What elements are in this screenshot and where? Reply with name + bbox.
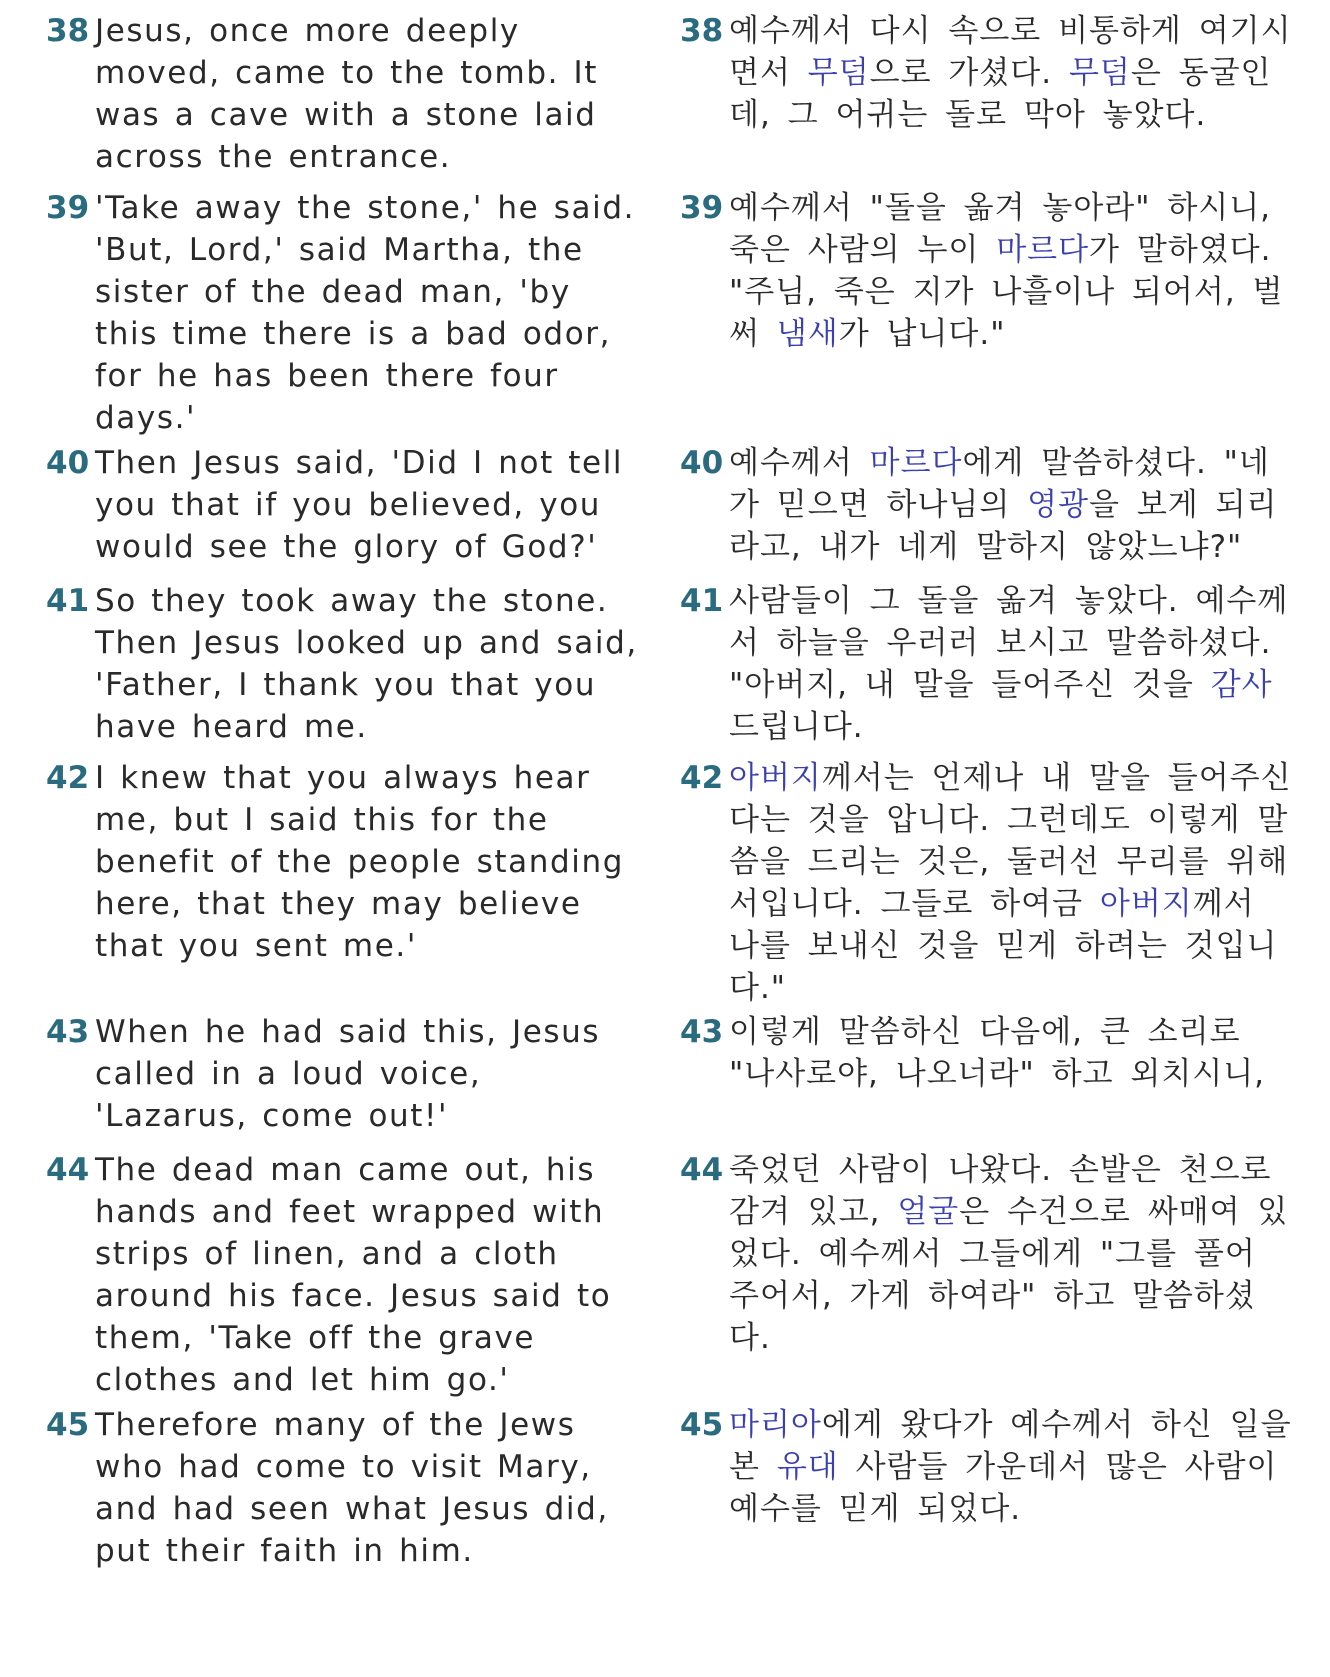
text-segment: 사람들이 그 돌을 옮겨 놓았다. 예수께 bbox=[729, 583, 1289, 619]
verse-text-line: this time there is a bad odor, bbox=[95, 316, 612, 352]
verse-text-line: would see the glory of God?' bbox=[95, 529, 598, 565]
verse-number: 40 bbox=[46, 445, 90, 481]
verse-text-line: that you sent me.' bbox=[95, 928, 417, 964]
verse-text-line bbox=[680, 229, 1272, 271]
korean-verse-42 bbox=[680, 757, 1292, 1009]
verse-text-line: was a cave with a stone laid bbox=[95, 97, 597, 133]
verse-number: 44 bbox=[680, 1152, 724, 1188]
verse-text-line bbox=[680, 526, 1260, 568]
verse-number: 43 bbox=[680, 1014, 724, 1050]
highlighted-word: 무덤 bbox=[1068, 55, 1131, 91]
verse-text-line bbox=[680, 1404, 1292, 1446]
verse-text-line bbox=[680, 1149, 1272, 1191]
text-segment: 죽은 사람의 누이 bbox=[729, 232, 997, 268]
text-segment: 다." bbox=[729, 970, 787, 1006]
verse-text-line bbox=[680, 1053, 1266, 1095]
text-segment: 나를 보내신 것을 믿게 하려는 것입니 bbox=[729, 928, 1278, 964]
verse-text-line: hands and feet wrapped with bbox=[95, 1194, 605, 1230]
english-verse-41 bbox=[46, 580, 646, 748]
verse-text-line: you that if you believed, you bbox=[95, 487, 602, 523]
text-segment: 은 동굴인 bbox=[1130, 55, 1272, 91]
verse-text-line bbox=[680, 484, 1278, 526]
verse-text-line: me, but I said this for the bbox=[95, 802, 549, 838]
korean-verse-40 bbox=[680, 442, 1278, 568]
text-segment: 죽었던 사람이 나왔다. 손발은 천으로 bbox=[729, 1152, 1272, 1188]
english-verse-39 bbox=[46, 187, 646, 439]
text-segment: 면서 bbox=[729, 55, 808, 91]
verse-number: 44 bbox=[46, 1152, 90, 1188]
verse-text-line: moved, came to the tomb. It bbox=[95, 55, 599, 91]
verse-text-line bbox=[680, 580, 1289, 622]
text-segment: 예수를 믿게 되었다. bbox=[729, 1491, 1022, 1527]
verse-text-line: who had come to visit Mary, bbox=[95, 1449, 592, 1485]
verse-text-line bbox=[680, 883, 1260, 925]
verse-number: 45 bbox=[680, 1407, 724, 1443]
korean-verse-38 bbox=[680, 10, 1292, 136]
text-segment: 드립니다. bbox=[729, 709, 864, 745]
text-segment: 가 말하였다. bbox=[1089, 232, 1272, 268]
text-segment: 사람들 가운데서 많은 사람이 bbox=[838, 1449, 1278, 1485]
highlighted-word: 유대 bbox=[776, 1449, 839, 1485]
verse-text-line bbox=[680, 52, 1272, 94]
verse-text-line: and had seen what Jesus did, bbox=[95, 1491, 609, 1527]
korean-verse-41 bbox=[680, 580, 1289, 748]
verse-text-line bbox=[680, 442, 1270, 484]
verse-text-line bbox=[680, 622, 1272, 664]
verse-text-line bbox=[680, 841, 1289, 883]
verse-text-line bbox=[680, 313, 1260, 355]
verse-text-line: clothes and let him go.' bbox=[95, 1362, 510, 1398]
verse-text-line: called in a loud voice, bbox=[95, 1056, 482, 1092]
highlighted-word: 마르다 bbox=[869, 445, 963, 481]
verse-text-line: So they took away the stone. bbox=[95, 583, 609, 619]
verse-text-line: days.' bbox=[95, 400, 197, 436]
korean-verse-39 bbox=[680, 187, 1284, 355]
verse-text-line bbox=[680, 967, 1260, 1009]
english-verse-45 bbox=[46, 1404, 646, 1572]
verse-text-line bbox=[680, 10, 1292, 52]
verse-text-line: Therefore many of the Jews bbox=[95, 1407, 576, 1443]
verse-number: 41 bbox=[680, 583, 724, 619]
verse-text-line: Then Jesus said, 'Did I not tell bbox=[95, 445, 624, 481]
highlighted-word: 감사 bbox=[1210, 667, 1273, 703]
verse-text-line bbox=[680, 187, 1272, 229]
verse-text-line bbox=[680, 925, 1278, 967]
highlighted-word: 무덤 bbox=[807, 55, 870, 91]
text-segment: 서입니다. 그들로 하여금 bbox=[729, 886, 1100, 922]
text-segment: 주어서, 가게 하여라" 하고 말씀하셨 bbox=[729, 1278, 1256, 1314]
verse-text-line: Jesus, once more deeply bbox=[95, 13, 520, 49]
highlighted-word: 냄새 bbox=[776, 316, 839, 352]
verse-number: 41 bbox=[46, 583, 90, 619]
korean-verse-45 bbox=[680, 1404, 1292, 1530]
verse-text-line: them, 'Take off the grave bbox=[95, 1320, 536, 1356]
verse-text-line: The dead man came out, his bbox=[95, 1152, 596, 1188]
english-verse-42 bbox=[46, 757, 646, 967]
text-segment: 에게 왔다가 예수께서 하신 일을 bbox=[821, 1407, 1292, 1443]
verse-text-line: 'Lazarus, come out!' bbox=[95, 1098, 449, 1134]
text-segment: 서 하늘을 우러러 보시고 말씀하셨다. bbox=[729, 625, 1272, 661]
highlighted-word: 영광 bbox=[1027, 487, 1090, 523]
text-segment: "주님, 죽은 지가 나흘이나 되어서, 벌 bbox=[729, 274, 1284, 310]
verse-text-line: 'Father, I thank you that you bbox=[95, 667, 597, 703]
verse-text-line bbox=[680, 271, 1284, 313]
text-segment: 으로 가셨다. bbox=[869, 55, 1069, 91]
korean-verse-43 bbox=[680, 1011, 1266, 1095]
text-segment: 예수께서 다시 속으로 비통하게 여기시 bbox=[729, 13, 1292, 49]
text-segment: 다. bbox=[729, 1320, 771, 1356]
verse-text-line bbox=[680, 664, 1273, 706]
verse-number: 39 bbox=[46, 190, 90, 226]
verse-text-line: When he had said this, Jesus bbox=[95, 1014, 601, 1050]
verse-number: 42 bbox=[680, 760, 724, 796]
verse-text-line bbox=[680, 706, 1260, 748]
verse-text-line: I knew that you always hear bbox=[95, 760, 591, 796]
verse-text-line: Then Jesus looked up and said, bbox=[95, 625, 638, 661]
text-segment: 데, 그 어귀는 돌로 막아 놓았다. bbox=[729, 97, 1207, 133]
verse-number: 43 bbox=[46, 1014, 90, 1050]
verse-number: 38 bbox=[680, 13, 724, 49]
verse-text-line bbox=[680, 1233, 1260, 1275]
text-segment: "아버지, 내 말을 들어주신 것을 bbox=[729, 667, 1211, 703]
text-segment: 예수께서 "돌을 옮겨 놓아라" 하시니, bbox=[729, 190, 1272, 226]
verse-number: 38 bbox=[46, 13, 90, 49]
highlighted-word: 얼굴 bbox=[897, 1194, 960, 1230]
highlighted-word: 마리아 bbox=[729, 1407, 822, 1443]
text-segment: 을 보게 되리 bbox=[1089, 487, 1278, 523]
verse-text-line: put their faith in him. bbox=[95, 1533, 474, 1569]
verse-text-line bbox=[680, 1275, 1260, 1317]
text-segment: 감겨 있고, bbox=[729, 1194, 898, 1230]
verse-text-line: around his face. Jesus said to bbox=[95, 1278, 612, 1314]
verse-text-line bbox=[680, 94, 1260, 136]
verse-text-line bbox=[680, 1011, 1260, 1053]
verse-number: 39 bbox=[680, 190, 724, 226]
verse-text-line: across the entrance. bbox=[95, 139, 452, 175]
verse-text-line: have heard me. bbox=[95, 709, 368, 745]
text-segment: 본 bbox=[729, 1449, 777, 1485]
english-verse-43 bbox=[46, 1011, 646, 1137]
english-verse-44 bbox=[46, 1149, 646, 1401]
text-segment: 라고, 내가 네게 말하지 않았느냐?" bbox=[729, 529, 1243, 565]
verse-text-line bbox=[680, 1191, 1289, 1233]
highlighted-word: 아버지 bbox=[729, 760, 822, 796]
verse-text-line bbox=[680, 799, 1289, 841]
text-segment: 에게 말씀하셨다. "네 bbox=[962, 445, 1270, 481]
verse-text-line: 'But, Lord,' said Martha, the bbox=[95, 232, 584, 268]
text-segment: 께서는 언제나 내 말을 들어주신 bbox=[821, 760, 1292, 796]
verse-number: 45 bbox=[46, 1407, 90, 1443]
verse-text-line bbox=[680, 1488, 1260, 1530]
verse-text-line: for he has been there four bbox=[95, 358, 559, 394]
highlighted-word: 마르다 bbox=[996, 232, 1090, 268]
text-segment: 은 수건으로 싸매여 있 bbox=[959, 1194, 1289, 1230]
text-segment: 예수께서 bbox=[729, 445, 870, 481]
text-segment: 가 납니다." bbox=[838, 316, 1006, 352]
verse-text-line bbox=[680, 1446, 1278, 1488]
highlighted-word: 아버지 bbox=[1099, 886, 1193, 922]
text-segment: 가 믿으면 하나님의 bbox=[729, 487, 1028, 523]
verse-text-line: here, that they may believe bbox=[95, 886, 582, 922]
verse-number: 40 bbox=[680, 445, 724, 481]
verse-text-line bbox=[680, 1317, 1260, 1359]
text-segment: "나사로야, 나오너라" 하고 외치시니, bbox=[729, 1056, 1266, 1092]
korean-verse-44 bbox=[680, 1149, 1289, 1359]
verse-text-line: benefit of the people standing bbox=[95, 844, 624, 880]
text-segment: 써 bbox=[729, 316, 777, 352]
text-segment: 이렇게 말씀하신 다음에, 큰 소리로 bbox=[729, 1014, 1241, 1050]
english-verse-38 bbox=[46, 10, 646, 178]
verse-number: 42 bbox=[46, 760, 90, 796]
verse-text-line: strips of linen, and a cloth bbox=[95, 1236, 559, 1272]
verse-text-line bbox=[680, 757, 1292, 799]
english-verse-40 bbox=[46, 442, 646, 568]
text-segment: 다는 것을 압니다. 그런데도 이렇게 말 bbox=[729, 802, 1289, 838]
text-segment: 씀을 드리는 것은, 둘러선 무리를 위해 bbox=[729, 844, 1289, 880]
text-segment: 었다. 예수께서 그들에게 "그를 풀어 bbox=[729, 1236, 1256, 1272]
text-segment: 께서 bbox=[1192, 886, 1255, 922]
verse-text-line: 'Take away the stone,' he said. bbox=[95, 190, 636, 226]
verse-text-line: sister of the dead man, 'by bbox=[95, 274, 571, 310]
